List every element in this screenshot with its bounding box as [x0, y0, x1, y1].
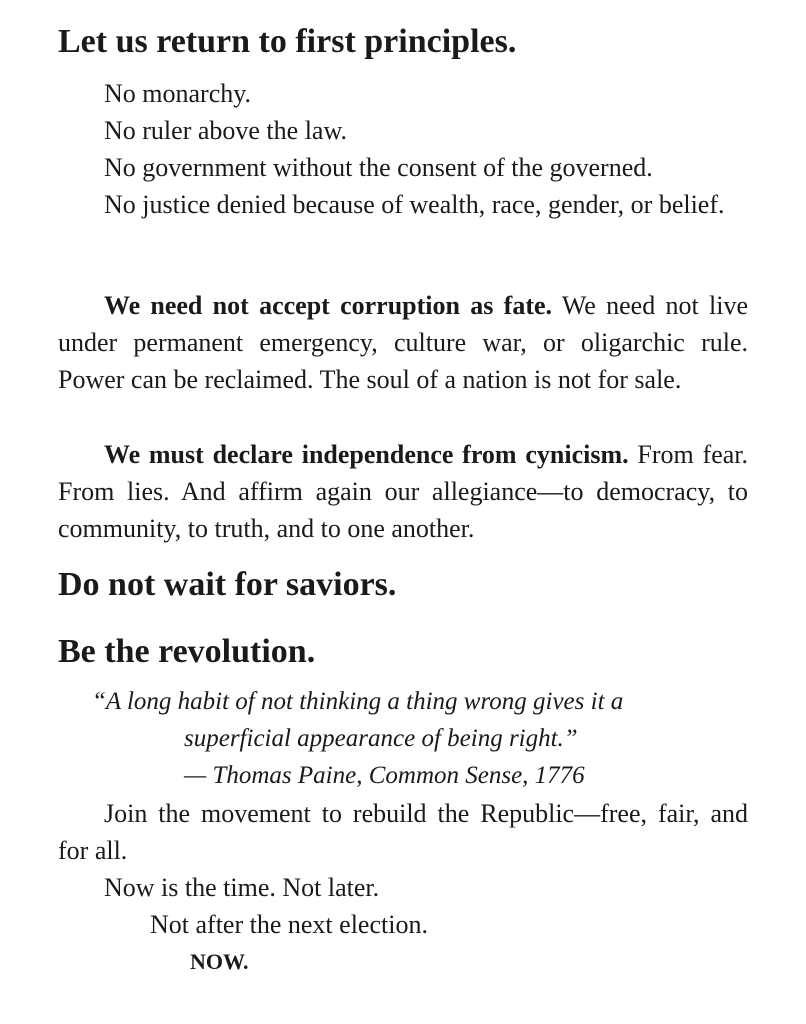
- heading-first-principles: Let us return to first principles.: [58, 23, 517, 60]
- paragraph-lead: We must declare independence from cynicism.: [104, 440, 629, 469]
- closing-line-not-after: Not after the next election.: [150, 910, 428, 939]
- heading-saviors: Do not wait for saviors.: [58, 566, 397, 603]
- list-item: No justice denied because of wealth, race, gender, or belief.: [104, 190, 725, 219]
- heading-revolution: Be the revolution.: [58, 633, 316, 670]
- list-item: No ruler above the law.: [104, 116, 348, 145]
- paine-quote: [58, 683, 748, 794]
- document-page: [58, 0, 748, 1024]
- closing-line-now-time: Now is the time. Not later.: [104, 873, 380, 902]
- list-item: No government without the consent of the governed.: [104, 153, 653, 182]
- join-paragraph: Join the movement to rebuild the Republic—free, fair, and for all.: [58, 799, 748, 865]
- paragraph-text: We need not live under permanent emergency, culture war, or oligarchic rule. Power can be reclaimed. The soul of a nation is not for sale.: [58, 291, 748, 394]
- principles-list: [104, 75, 748, 223]
- quote-line: superficial appearance of being right.”: [184, 725, 578, 752]
- paragraph-corruption: [58, 287, 748, 398]
- list-item: No monarchy.: [104, 79, 252, 108]
- paragraph-lead: We need not accept corruption as fate.: [104, 291, 553, 320]
- closing-line-now: NOW.: [190, 949, 249, 974]
- paragraph-text: From fear. From lies. And affirm again our allegiance—to democracy, to community, to truth, and to one another.: [58, 440, 748, 543]
- quote-attribution: — Thomas Paine, Common Sense, 1776: [184, 762, 585, 789]
- paragraph-cynicism: [58, 436, 748, 547]
- quote-line: “A long habit of not thinking a thing wrong gives it a: [92, 688, 624, 715]
